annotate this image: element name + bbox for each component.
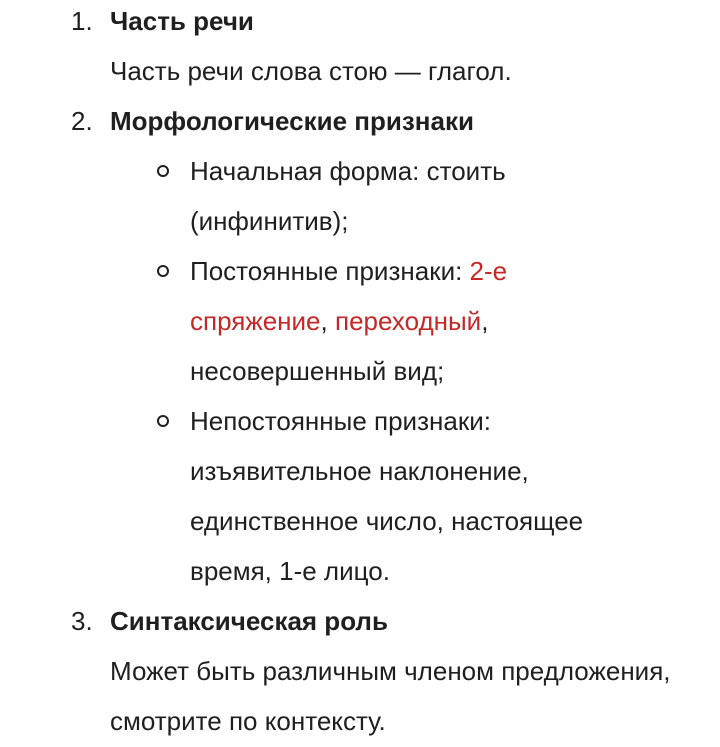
- transitive-link[interactable]: переходный: [334, 306, 482, 336]
- section-syntax: [0, 596, 720, 746]
- section-text: Часть речи слова стою — глагол.: [110, 56, 512, 86]
- item-rest: изъявительное наклонение, единственное число, настоящее время, 1-е лицо.: [190, 456, 584, 586]
- item-label: Начальная форма: стоить: [190, 156, 506, 186]
- conjugation-link[interactable]: 2-е спряжение: [190, 256, 508, 336]
- item-label: Постоянные признаки:: [190, 256, 470, 286]
- section-text: Может быть различным членом предложения, смотрите по контексту.: [110, 656, 671, 736]
- circle-bullet-icon: [157, 165, 169, 177]
- circle-bullet-icon: [157, 415, 169, 427]
- circle-bullet-icon: [157, 265, 169, 277]
- item-rest: (инфинитив);: [190, 206, 349, 236]
- section-title: Синтаксическая роль: [110, 606, 388, 636]
- section-number: 2.: [71, 106, 93, 136]
- list-item-initial-form: [110, 146, 630, 246]
- morphology-list: [110, 146, 720, 596]
- section-morphology: [0, 96, 720, 596]
- section-title: Морфологические признаки: [110, 106, 474, 136]
- section-number: 1.: [71, 6, 93, 36]
- item-separator: ,: [320, 306, 335, 336]
- item-label: Непостоянные признаки:: [190, 406, 491, 436]
- section-title: Часть речи: [110, 6, 254, 36]
- list-item-variable-features: [110, 396, 630, 596]
- list-item-constant-features: [110, 246, 630, 396]
- section-part-of-speech: [0, 0, 720, 96]
- section-number: 3.: [71, 606, 93, 636]
- item-rest: , несовершенный вид;: [190, 306, 489, 386]
